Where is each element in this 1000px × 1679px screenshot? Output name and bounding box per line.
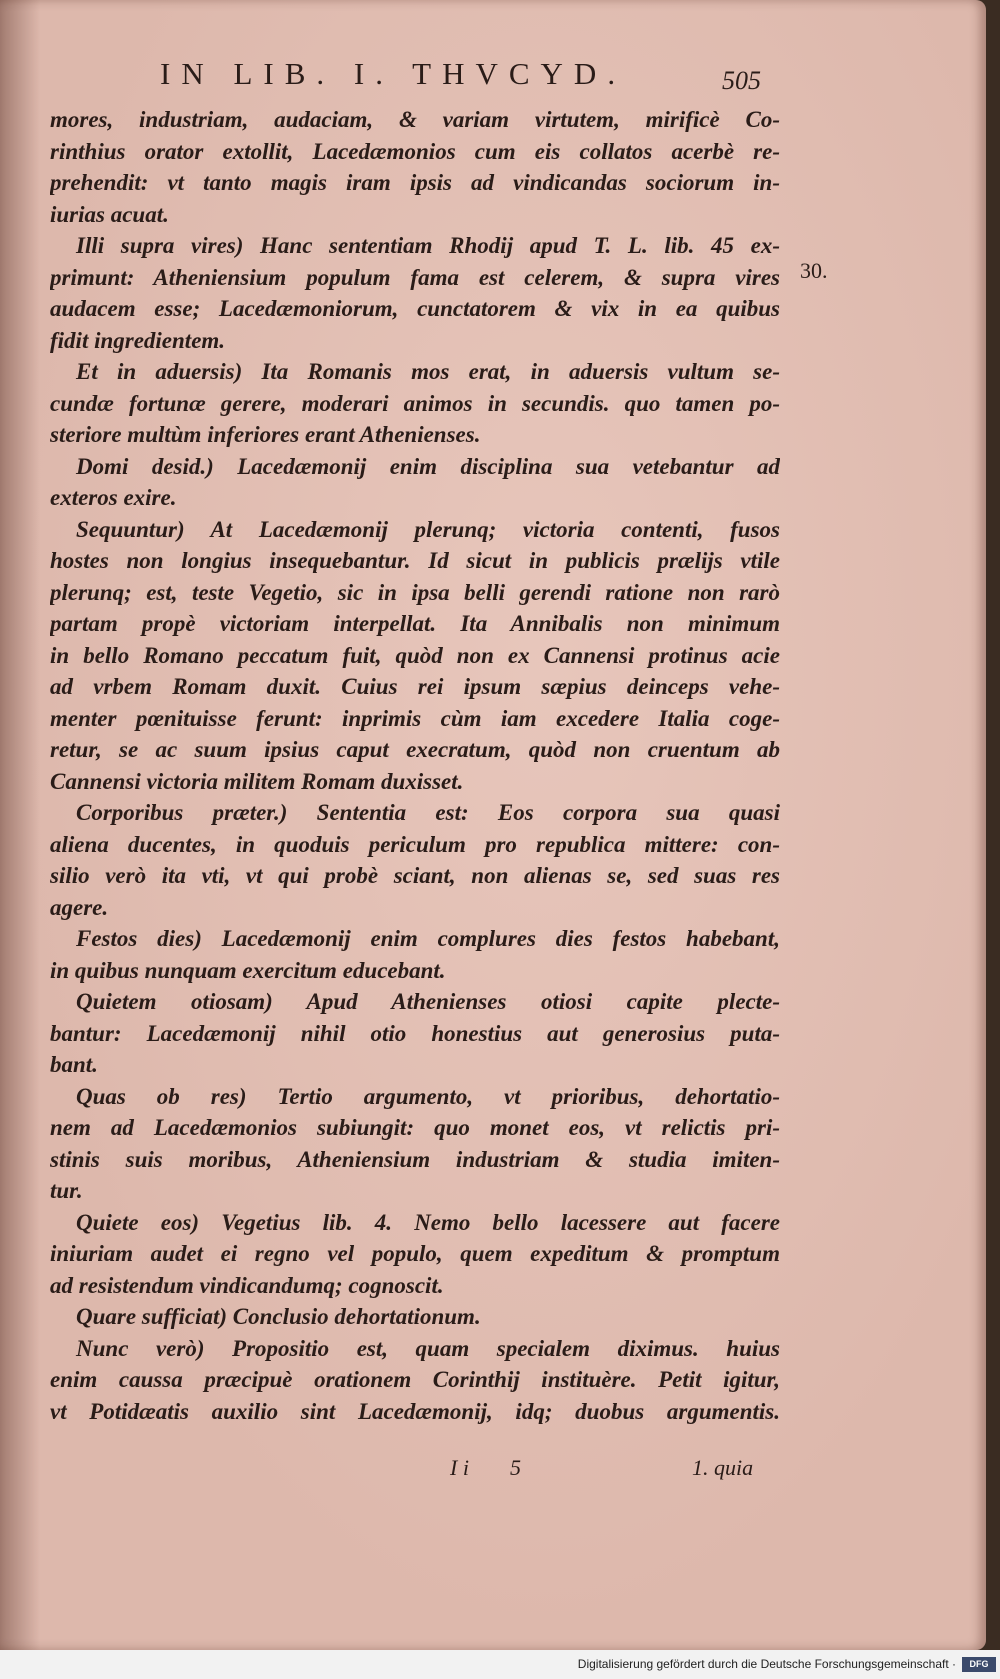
text-line: tur. xyxy=(50,1178,83,1203)
text-line: vt Potidæatis auxilio sint Lacedæmonij, idq; duobus argumentis. xyxy=(50,1398,780,1424)
digitization-credit-bar xyxy=(0,1650,1000,1679)
text-line: Sequuntur) At Lacedæmonij plerunq; victoria contenti, fusos xyxy=(76,516,780,542)
text-line: menter pœnituisse ferunt: inprimis cùm iam excedere Italia coge- xyxy=(50,705,780,731)
text-line: Illi supra vires) Hanc sententiam Rhodij apud T. L. lib. 45 ex- xyxy=(76,233,780,258)
margin-note: 30. xyxy=(800,258,828,283)
text-line: iniuriam audet ei regno vel populo, quem expeditum & promptum xyxy=(50,1241,780,1266)
text-line: Et in aduersis) Ita Romanis mos erat, in aduersis vultum se- xyxy=(76,359,780,384)
text-line: Quas ob res) Tertio argumento, vt prioribus, dehortatio- xyxy=(76,1083,780,1109)
text-line: Corporibus præter.) Sententia est: Eos corpora sua quasi xyxy=(76,800,780,825)
catchword: 1. quia xyxy=(692,1455,754,1480)
text-line: Cannensi victoria militem Romam duxisset. xyxy=(50,768,464,794)
text-line: exteros exire. xyxy=(50,485,177,510)
text-line: hostes non longius insequebantur. Id sicut in publicis prælijs vtile xyxy=(50,548,780,573)
text-line: bantur: Lacedæmonij nihil otio honestius aut generosius puta- xyxy=(50,1020,780,1046)
dfg-logo-icon: DFG xyxy=(962,1657,996,1672)
text-line: audacem esse; Lacedæmoniorum, cunctatorem & vix in ea quibus xyxy=(50,296,780,321)
text-line: agere. xyxy=(50,894,109,920)
text-line: in bello Romano peccatum fuit, quòd non ex Cannensi protinus acie xyxy=(50,642,780,668)
text-line: silio verò ita vti, vt qui probè sciant, non alienas se, sed suas res xyxy=(50,863,780,888)
text-line: Festos dies) Lacedæmonij enim complures dies festos habebant, xyxy=(76,926,780,951)
text-line: prehendit: vt tanto magis iram ipsis ad vindicandas sociorum in- xyxy=(50,170,780,195)
text-line: plerunq; est, teste Vegetio, sic in ipsa belli gerendi ratione non rarò xyxy=(50,579,780,605)
page-number: 505 xyxy=(722,66,761,95)
text-line: bant. xyxy=(50,1052,98,1077)
credit-text: Digitalisierung gefördert durch die Deutsche Forschungsgemeinschaft · xyxy=(577,1657,956,1671)
text-line: cundæ fortunæ gerere, moderari animos in secundis. quo tamen po- xyxy=(50,390,780,416)
text-line: steriore multùm inferiores erant Athenienses. xyxy=(50,422,481,447)
text-line: ad resistendum vindicandumq; cognoscit. xyxy=(50,1272,444,1298)
text-line: ad vrbem Romam duxit. Cuius rei ipsum sæpius deinceps vehe- xyxy=(50,674,780,699)
text-line: stinis suis moribus, Atheniensium industriam & studia imiten- xyxy=(50,1146,780,1172)
text-line: Domi desid.) Lacedæmonij enim disciplina sua vetebantur ad xyxy=(76,453,780,479)
signature-mark: I i xyxy=(450,1455,469,1480)
text-line: partam propè victoriam interpellat. Ita Annibalis non minimum xyxy=(50,611,780,636)
text-line: fidit ingredientem. xyxy=(50,327,226,353)
text-line: nem ad Lacedæmonios subiungit: quo monet eos, vt relictis pri- xyxy=(50,1115,780,1140)
running-header: IN LIB. I. THVCYD. xyxy=(160,56,627,91)
text-line: Quietem otiosam) Apud Athenienses otiosi capite plecte- xyxy=(76,989,780,1014)
body-text xyxy=(50,104,780,1427)
text-line: rinthius orator extollit, Lacedæmonios cum eis collatos acerbè re- xyxy=(50,138,780,164)
text-line: retur, se ac suum ipsius caput execratum, quòd non cruentum ab xyxy=(50,737,780,762)
text-line: enim caussa præcipuè orationem Corinthij instituère. Petit igitur, xyxy=(50,1367,780,1392)
text-line: mores, industriam, audaciam, & variam virtutem, mirificè Co- xyxy=(50,107,780,132)
text-line: Quare sufficiat) Conclusio dehortationum. xyxy=(76,1304,481,1329)
text-line: primunt: Atheniensium populum fama est celerem, & supra vires xyxy=(50,264,780,290)
signature-number: 5 xyxy=(510,1455,521,1480)
text-line: iurias acuat. xyxy=(50,201,169,227)
text-line: Quiete eos) Vegetius lib. 4. Nemo bello lacessere aut facere xyxy=(76,1209,780,1235)
text-line: in quibus nunquam exercitum educebant. xyxy=(50,957,446,983)
text-line: aliena ducentes, in quoduis periculum pro republica mittere: con- xyxy=(50,831,780,857)
text-line: Nunc verò) Propositio est, quam specialem diximus. huius xyxy=(76,1335,780,1361)
